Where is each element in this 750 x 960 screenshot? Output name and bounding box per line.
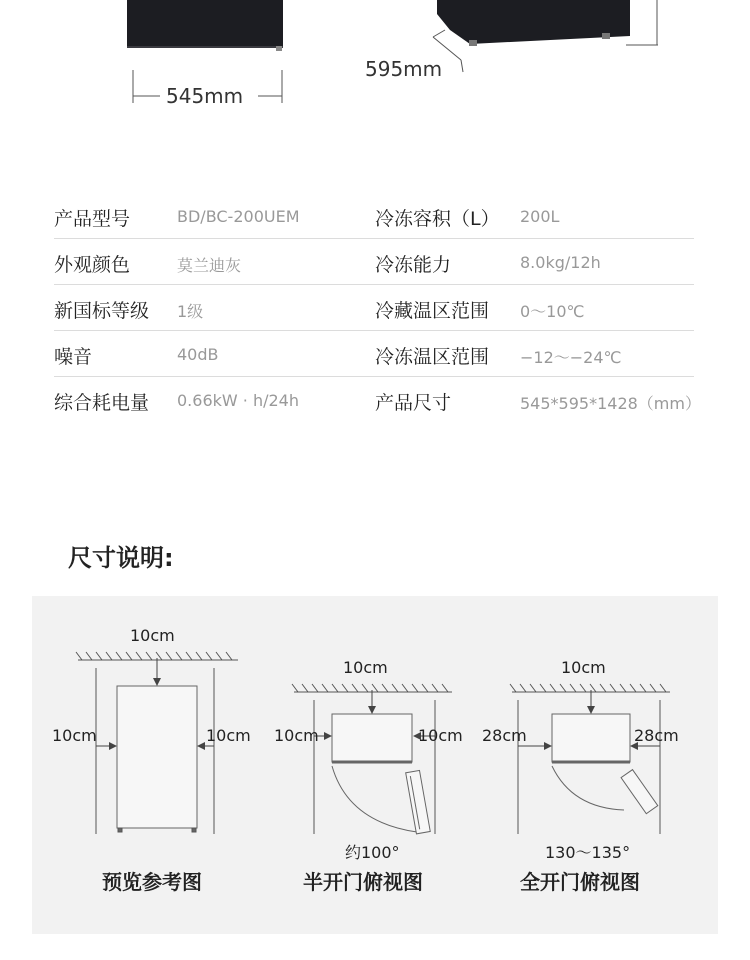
clearance-right-label: 28cm	[634, 726, 679, 745]
installation-clearance-panel	[32, 596, 718, 934]
spec-table	[54, 193, 701, 422]
clearance-left-label: 10cm	[274, 726, 319, 745]
spec-value: 0.66kW · h/24h	[177, 391, 299, 410]
spec-row	[54, 377, 701, 422]
spec-row	[54, 285, 694, 331]
spec-value: 8.0kg/12h	[520, 253, 601, 272]
spec-row	[54, 193, 694, 239]
spec-label: 冷冻能力	[375, 254, 452, 276]
spec-value: 545*595*1428（mm）	[520, 394, 701, 413]
spec-row	[54, 239, 694, 285]
clearance-top-label: 10cm	[343, 658, 388, 677]
clearance-top-label: 10cm	[130, 626, 175, 645]
half-open-diagram	[292, 684, 452, 834]
width-dimension-label: 545mm	[166, 84, 244, 108]
clearance-left-label: 10cm	[52, 726, 97, 745]
spec-value: 200L	[520, 207, 560, 226]
door-angle-label: 130～135°	[545, 843, 631, 862]
spec-label: 冷冻温区范围	[375, 346, 490, 368]
spec-label: 综合耗电量	[54, 392, 150, 414]
clearance-top-label: 10cm	[561, 658, 606, 677]
door-angle-label: 约100°	[345, 843, 400, 862]
spec-label: 冷藏温区范围	[375, 300, 490, 322]
spec-label: 产品尺寸	[375, 392, 452, 414]
full-open-caption: 全开门俯视图	[520, 870, 640, 894]
freezer-front-image	[127, 0, 283, 47]
spec-value: BD/BC-200UEM	[177, 207, 300, 226]
spec-value: −12～−24℃	[520, 348, 622, 367]
spec-label: 噪音	[54, 346, 93, 368]
spec-label: 产品型号	[54, 208, 131, 230]
freezer-side-image	[437, 0, 630, 44]
clearance-right-label: 10cm	[206, 726, 251, 745]
spec-label: 冷冻容积（L）	[375, 208, 500, 230]
depth-dimension-label: 595mm	[365, 57, 443, 81]
spec-label: 外观颜色	[54, 254, 131, 276]
spec-value: 0～10℃	[520, 302, 585, 321]
full-open-diagram	[510, 684, 670, 834]
product-dimension-photos	[0, 0, 750, 140]
clearance-left-label: 28cm	[482, 726, 527, 745]
clearance-right-label: 10cm	[418, 726, 463, 745]
preview-caption: 预览参考图	[102, 870, 202, 894]
spec-value: 莫兰迪灰	[177, 256, 242, 275]
spec-row	[54, 331, 694, 377]
spec-label: 新国标等级	[54, 300, 150, 322]
spec-value: 1级	[177, 302, 204, 321]
spec-value: 40dB	[177, 345, 219, 364]
section-title: 尺寸说明:	[68, 544, 174, 572]
half-open-caption: 半开门俯视图	[303, 870, 423, 894]
